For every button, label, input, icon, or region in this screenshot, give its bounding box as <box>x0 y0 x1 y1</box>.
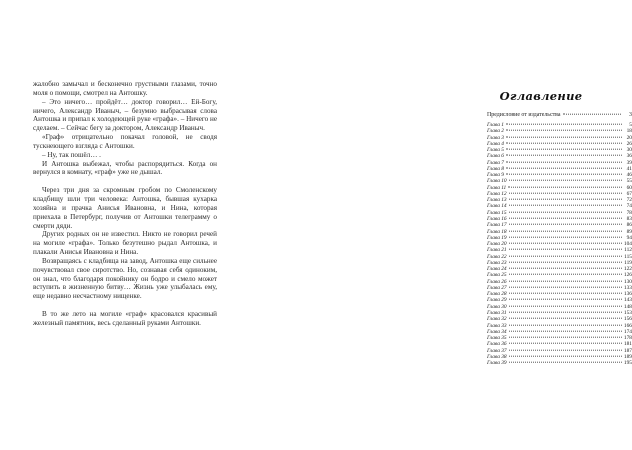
paragraph: И Антошка выбежал, чтобы распорядиться. Когда он вернулся в комнату, «граф» уже не дышал. <box>33 159 217 177</box>
toc-entry-label: Глава 33 <box>487 322 507 329</box>
dot-leader <box>509 318 622 319</box>
toc-entry-page: 72 <box>626 197 632 204</box>
toc-entry-label: Глава 15 <box>487 209 507 216</box>
toc-entry-label: Глава 5 <box>487 147 504 154</box>
toc-entry-page: 67 <box>626 190 632 197</box>
toc-entry-label: Глава 9 <box>487 172 504 179</box>
dot-leader <box>509 312 622 313</box>
toc-entry-page: 86 <box>626 222 632 229</box>
dot-leader <box>509 193 622 194</box>
toc-entry-label: Глава 32 <box>487 316 507 323</box>
toc-entry-page: 115 <box>624 253 632 260</box>
toc-entry-label: Глава 36 <box>487 341 507 348</box>
toc-entry-page: 74 <box>626 203 632 210</box>
toc-entry <box>487 360 632 366</box>
toc-entry-page: 126 <box>623 272 632 279</box>
toc-entry-label: Глава 39 <box>487 360 507 367</box>
toc-entry-label: Глава 7 <box>487 159 504 166</box>
toc-entry-page: 130 <box>623 278 632 285</box>
toc-entry-label: Глава 16 <box>487 215 507 222</box>
dot-leader <box>563 114 621 115</box>
toc-entry-label: Глава 24 <box>487 266 507 273</box>
toc-entry-page: 153 <box>623 309 632 316</box>
dot-leader <box>509 287 622 288</box>
toc-entry-page: 46 <box>626 172 632 179</box>
toc-preface-label: Предисловие от издательства <box>487 112 561 118</box>
toc-entry-page: 143 <box>623 297 632 304</box>
toc-entry-page: 78 <box>626 209 632 216</box>
paragraph: Других родных он не известил. Никто не говорил речей на могиле «графа». Только безутешно рыдал Антошка, и плакали Анисья Ивановна и Нина. <box>33 230 217 257</box>
dot-leader <box>506 130 622 131</box>
right-page <box>225 0 632 450</box>
dot-leader <box>509 230 622 231</box>
paragraph: В то же лето на могиле «граф» красовался красивый железный памятник, весь сделанный руками Антошки. <box>33 310 217 327</box>
toc-entry-page: 104 <box>623 241 632 248</box>
chapter-text <box>33 80 217 328</box>
toc-entry-page: 26 <box>626 140 632 147</box>
dot-leader <box>506 149 622 150</box>
toc-entry-page: 189 <box>623 353 632 360</box>
left-page <box>0 0 225 450</box>
toc-list <box>487 122 632 366</box>
toc-entry-page: 60 <box>626 184 632 191</box>
toc-preface-entry <box>487 112 632 119</box>
dot-leader <box>506 174 622 175</box>
toc-entry-label: Глава 8 <box>487 165 504 172</box>
dot-leader <box>509 324 622 325</box>
toc-entry-label: Глава 4 <box>487 140 504 147</box>
dot-leader <box>506 136 622 137</box>
toc-entry-label: Глава 28 <box>487 291 507 298</box>
dot-leader <box>506 155 622 156</box>
paragraph: – Ну, так пошёл… . <box>42 150 101 159</box>
paragraph: – Это ничего… пройдёт… доктор говорил… Ей-Богу, ничего, Александр Иваныч, – безумно выбрасывая слова Антошка и припал к холодеющей руке «графа». – Ничего не сделаем. – Сейчас бегу за доктором, Александр Иваныч. <box>33 97 217 133</box>
toc-entry-page: 119 <box>624 259 632 266</box>
toc-entry-label: Глава 38 <box>487 353 507 360</box>
dot-leader <box>509 293 622 294</box>
toc-entry-label: Глава 6 <box>487 153 504 160</box>
toc-entry-page: 133 <box>623 284 632 291</box>
dot-leader <box>509 356 622 357</box>
dot-leader <box>506 168 622 169</box>
toc-entry-label: Глава 12 <box>487 190 507 197</box>
dot-leader <box>509 205 622 206</box>
dot-leader <box>509 236 622 237</box>
dot-leader <box>509 180 622 181</box>
toc-entry-page: 83 <box>626 215 632 222</box>
toc-entry-page: 174 <box>623 328 632 335</box>
toc-entry-label: Глава 20 <box>487 241 507 248</box>
dot-leader <box>509 337 622 338</box>
dot-leader <box>509 280 622 281</box>
toc-entry-page: 112 <box>624 247 632 254</box>
toc-entry-label: Глава 37 <box>487 347 507 354</box>
dot-leader <box>506 142 622 143</box>
dot-leader <box>509 199 622 200</box>
toc-entry-label: Глава 17 <box>487 222 507 229</box>
dot-leader <box>509 262 622 263</box>
toc-entry-label: Глава 2 <box>487 128 504 135</box>
toc-entry-page: 39 <box>626 159 632 166</box>
paragraph: Возвращаясь с кладбища на завод, Антошка еще сильнее почувствовал свое сиротство. Но, сознавая себя одиноким, он знал, что благодаря покойнику он бодро и смело может вступить в жизненную битву… Жизнь уже улыбалась ему, еще недавно несчастному нищенке. <box>33 256 217 301</box>
dot-leader <box>506 161 622 162</box>
paragraph: Через три дня за скромным гробом по Смоленскому кладбищу шли три человека: Антошка, бывшая кухарка хозяйна и прачка Анисья Ивановна, и Нина, которая приехала в Петербург, получив от Антошки телеграмму о смерти дяди. <box>33 186 217 230</box>
toc-entry-page: 94 <box>626 234 632 241</box>
toc-entry-label: Глава 14 <box>487 203 507 210</box>
toc-entry-page: 166 <box>623 322 632 329</box>
dot-leader <box>509 218 622 219</box>
toc-entry-label: Глава 1 <box>487 122 504 128</box>
toc-entry-page: 156 <box>623 316 632 323</box>
toc-entry-label: Глава 25 <box>487 272 507 279</box>
dot-leader <box>509 268 622 269</box>
toc-entry-label: Глава 27 <box>487 284 507 291</box>
toc-entry-page: 18 <box>626 128 632 135</box>
paragraph: жалобно замычал и бесконечно грустными глазами, точно моля о помощи, смотрел на Антошку. <box>33 80 217 97</box>
toc-entry-page: 148 <box>623 303 632 310</box>
toc-entry-label: Глава 19 <box>487 234 507 241</box>
dot-leader <box>509 255 622 256</box>
toc-entry-label: Глава 21 <box>487 247 507 254</box>
toc-entry-label: Глава 11 <box>487 184 507 191</box>
dot-leader <box>506 124 622 125</box>
toc-entry-page: 36 <box>626 153 632 160</box>
dot-leader <box>509 211 622 212</box>
toc-entry-label: Глава 30 <box>487 303 507 310</box>
toc-entry-page: 178 <box>623 335 632 342</box>
toc-entry-label: Глава 26 <box>487 278 507 285</box>
dot-leader <box>509 224 622 225</box>
toc-entry-page: 30 <box>626 147 632 154</box>
toc-entry-label: Глава 35 <box>487 335 507 342</box>
toc-entry-page: 41 <box>626 165 632 172</box>
toc-entry-page: 89 <box>626 228 632 235</box>
toc-entry-page: 20 <box>626 134 632 141</box>
toc-entry-page: 55 <box>626 178 632 185</box>
toc-entry-label: Глава 23 <box>487 259 507 266</box>
toc-entry-page: 5 <box>629 122 632 128</box>
toc-entry-label: Глава 10 <box>487 178 507 185</box>
toc-entry-label: Глава 29 <box>487 297 507 304</box>
dot-leader <box>509 349 622 350</box>
dot-leader <box>509 274 622 275</box>
toc-entry-page: 195 <box>623 360 632 367</box>
dot-leader <box>509 243 622 244</box>
toc-entry-label: Глава 31 <box>487 309 507 316</box>
dot-leader <box>509 249 622 250</box>
toc-entry-label: Глава 18 <box>487 228 507 235</box>
toc-entry-page: 187 <box>623 347 632 354</box>
toc-entry-label: Глава 34 <box>487 328 507 335</box>
toc-title: Оглавление <box>499 89 583 103</box>
toc-entry-label: Глава 3 <box>487 134 504 141</box>
dot-leader <box>509 330 622 331</box>
dot-leader <box>509 305 622 306</box>
toc-entry-label: Глава 22 <box>487 253 507 260</box>
dot-leader <box>509 343 622 344</box>
toc-entry-page: 122 <box>623 266 632 273</box>
toc-entry-label: Глава 13 <box>487 197 507 204</box>
toc-preface-page: 3 <box>629 112 632 118</box>
dot-leader <box>509 299 622 300</box>
toc-entry-page: 136 <box>623 291 632 298</box>
toc-entry-page: 181 <box>623 341 632 348</box>
dot-leader <box>508 186 622 187</box>
dot-leader <box>509 362 622 363</box>
paragraph: «Граф» отрицательно покачал головой, не сводя тускнеющего взгляда с Антошки. <box>33 133 217 150</box>
